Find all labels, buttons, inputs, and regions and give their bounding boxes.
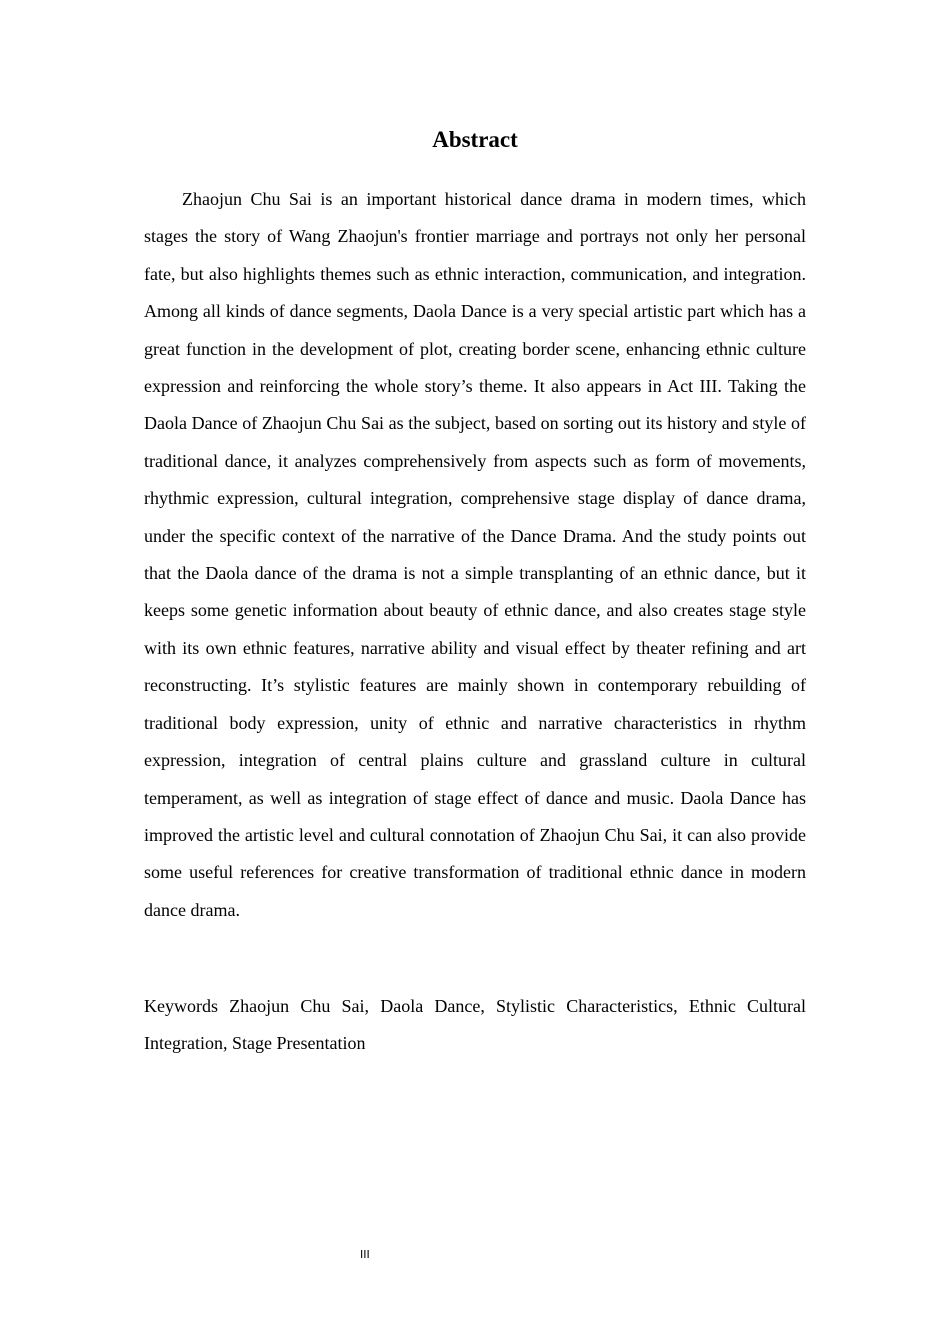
page-number: III (360, 1248, 370, 1261)
keywords-paragraph: Keywords Zhaojun Chu Sai, Daola Dance, Stylistic Characteristics, Ethnic Cultural Integration, Stage Presentation (144, 996, 806, 1054)
abstract-title: Abstract (432, 127, 518, 152)
abstract-body: Zhaojun Chu Sai is an important historical dance drama in modern times, which stages the story of Wang Zhaojun's frontier marriage and portrays not only her personal fate, but also highlights themes such as ethnic interaction, communication, and integration. Among all kinds of dance segments, Daola Dance is a very special artistic part which has a great function in the development of plot, creating border scene, enhancing ethnic culture expression and reinforcing the whole story’s theme. It also appears in Act III. Taking the Daola Dance of Zhaojun Chu Sai as the subject, based on sorting out its history and style of traditional dance, it analyzes comprehensively from aspects such as form of movements, rhythmic expression, cultural integration, comprehensive stage display of dance drama, under the specific context of the narrative of the Dance Drama. And the study points out that the Daola dance of the drama is not a simple transplanting of an ethnic dance, but it keeps some genetic information about beauty of ethnic dance, and also creates stage style with its own ethnic features, narrative ability and visual effect by theater refining and art reconstructing. It’s stylistic features are mainly shown in contemporary rebuilding of traditional body expression, unity of ethnic and narrative characteristics in rhythm expression, integration of central plains culture and grassland culture in cultural temperament, as well as integration of stage effect of dance and music. Daola Dance has improved the artistic level and cultural connotation of Zhaojun Chu Sai, it can also provide some useful references for creative transformation of traditional ethnic dance in modern dance drama. (144, 189, 806, 920)
